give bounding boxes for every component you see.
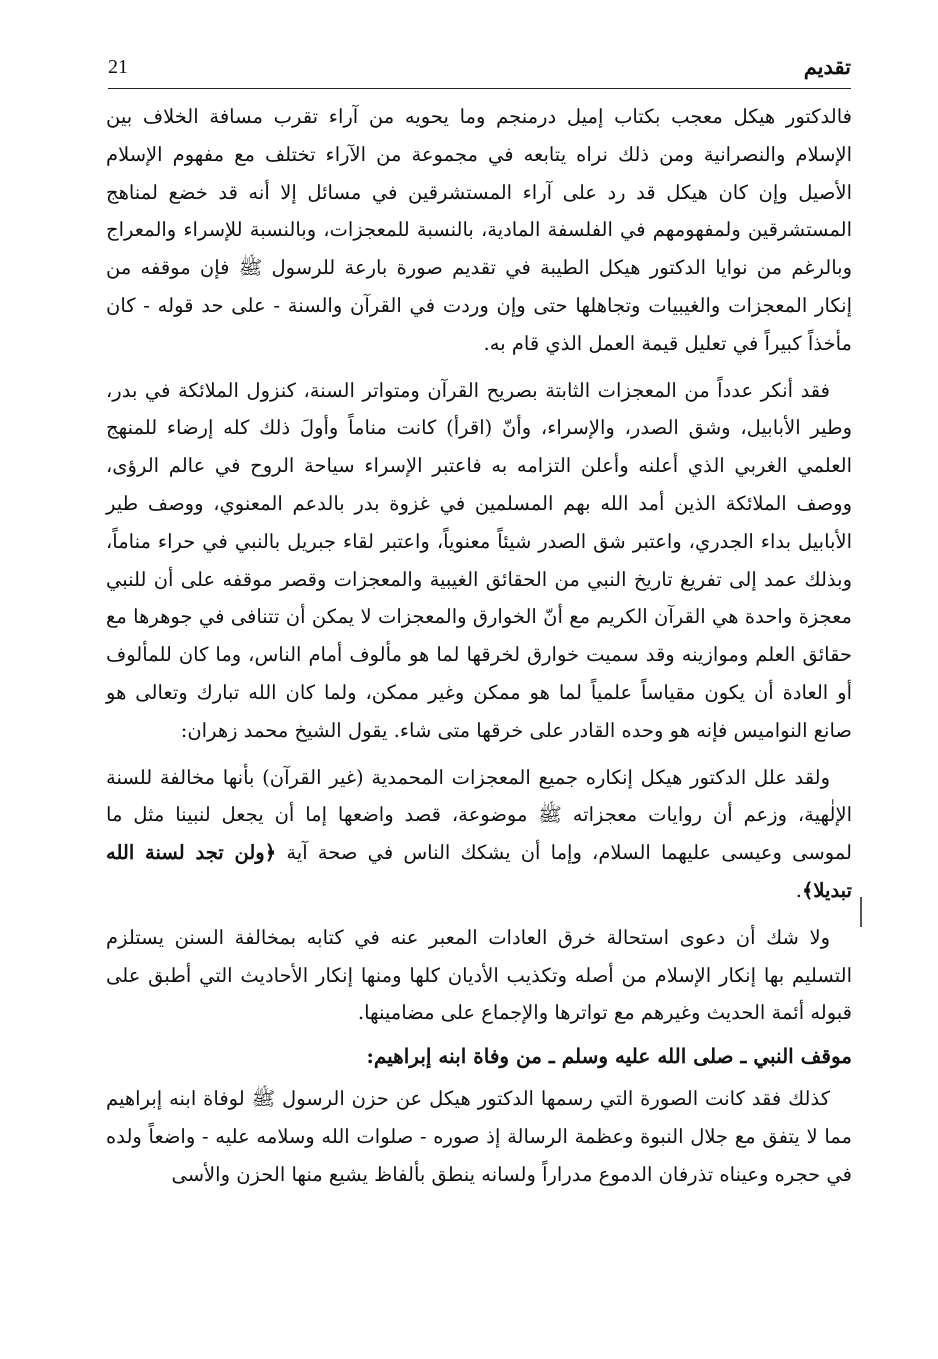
quoted-paragraph xyxy=(106,759,852,910)
section-heading: موقف النبي ـ صلى الله عليه وسلم ـ من وفاة ابنه إبراهيم: xyxy=(366,1044,852,1069)
running-title: تقديم xyxy=(803,54,851,79)
paragraph-text: ولقد علل الدكتور هيكل إنكاره جميع المعجزات المحمدية (غير القرآن) بأنها مخالفة للسنة الإلٰهية، وزعم أن روايات معجزاته ﷺ موضوعة، قصد واضعها إما أن يجعل لنبينا مثل ما لموسى وعيسى عليهما السلام، وإما أن يشكك الناس في صحة آية xyxy=(106,765,852,865)
margin-mark xyxy=(860,897,862,927)
paragraph-end: . xyxy=(795,878,802,902)
body-text xyxy=(106,98,852,1193)
paragraph: ولا شك أن دعوى استحالة خرق العادات المعبر عنه في كتابه بمخالفة السنن يستلزم التسليم بها إنكار الإسلام من أصله وتكذيب الأديان كلها ومنها إنكار الأحاديث التي أطبق على قبوله أئمة الحديث وغيرهم مع تواترها والإجماع على مضامينها. xyxy=(106,925,852,1025)
header-rule xyxy=(108,88,851,89)
page-header xyxy=(108,56,851,86)
paragraph: فقد أنكر عدداً من المعجزات الثابتة بصريح القرآن ومتواتر السنة، كنزول الملائكة في بدر، وطير الأبابيل، وشق الصدر، والإسراء، وأنّ (اقرأ) كانت مناماً وأولَ ذلك كله إرضاء للمنهج العلمي الغربي الذي أعلنه وأعلن التزامه به فاعتبر الإسراء سياحة الروح في عالم الرؤى، ووصف الملائكة الذين أمد الله بهم المسلمين في غزوة بدر بالدعم المعنوي، ووصف طير الأبابيل بداء الجدري، واعتبر شق الصدر شيئاً معنوياً، واعتبر لقاء جبريل بالنبي في حراء مناماً، وبذلك عمد إلى تفريغ تاريخ النبي من الحقائق الغيبية والمعجزات وقصر موقفه على أن للنبي معجزة واحدة هي القرآن الكريم مع أنّ الخوارق والمعجزات لا يمكن أن تتنافى في جوهرها مع حقائق العلم وموازينه وقد سميت خوارق لخرقها لما هو مألوف أمام الناس، وما كان للمألوف أو العادة أن يكون مقياساً علمياً لما هو ممكن وغير ممكن، ولما كان الله تبارك وتعالى هو صانع النواميس فإنه هو وحده القادر على خرقها متى شاء. يقول الشيخ محمد زهران: xyxy=(106,378,852,742)
quran-verse: ﴿ولن تجد لسنة الله تبديلا﴾ xyxy=(106,841,852,902)
paragraph: كذلك فقد كانت الصورة التي رسمها الدكتور هيكل عن حزن الرسول ﷺ لوفاة ابنه إبراهيم مما لا يتفق مع جلال النبوة وعظمة الرسالة إذ صوره - صلوات الله وسلامه عليه - واضعاً ولده في حجره وعيناه تذرفان الدموع مدراراً ولسانه ينطق بألفاظ يشيع منها الحزن والأسى xyxy=(106,1086,852,1186)
page-number: 21 xyxy=(108,56,128,78)
paragraph: فالدكتور هيكل معجب بكتاب إميل درمنجم وما يحويه من آراء تقرب مسافة الخلاف بين الإسلام والنصرانية ومن ذلك نراه يتابعه في مجموعة من الآراء تختلف مع مفهوم الإسلام الأصيل وإن كان هيكل قد رد على آراء المستشرقين في مسائل إلا أنه قد خضع لمناهج المستشرقين ولمفهومهم في الفلسفة المادية، بالنسبة للمعجزات، وبالنسبة للإسراء والمعراج وبالرغم من نوايا الدكتور هيكل الطيبة في تقديم صورة بارعة للرسول ﷺ فإن موقفه من إنكار المعجزات والغيبيات وتجاهلها حتى وإن وردت في القرآن والسنة - على حد قوله - كان مأخذاً كبيراً في تعليل قيمة العمل الذي قام به. xyxy=(106,105,852,355)
